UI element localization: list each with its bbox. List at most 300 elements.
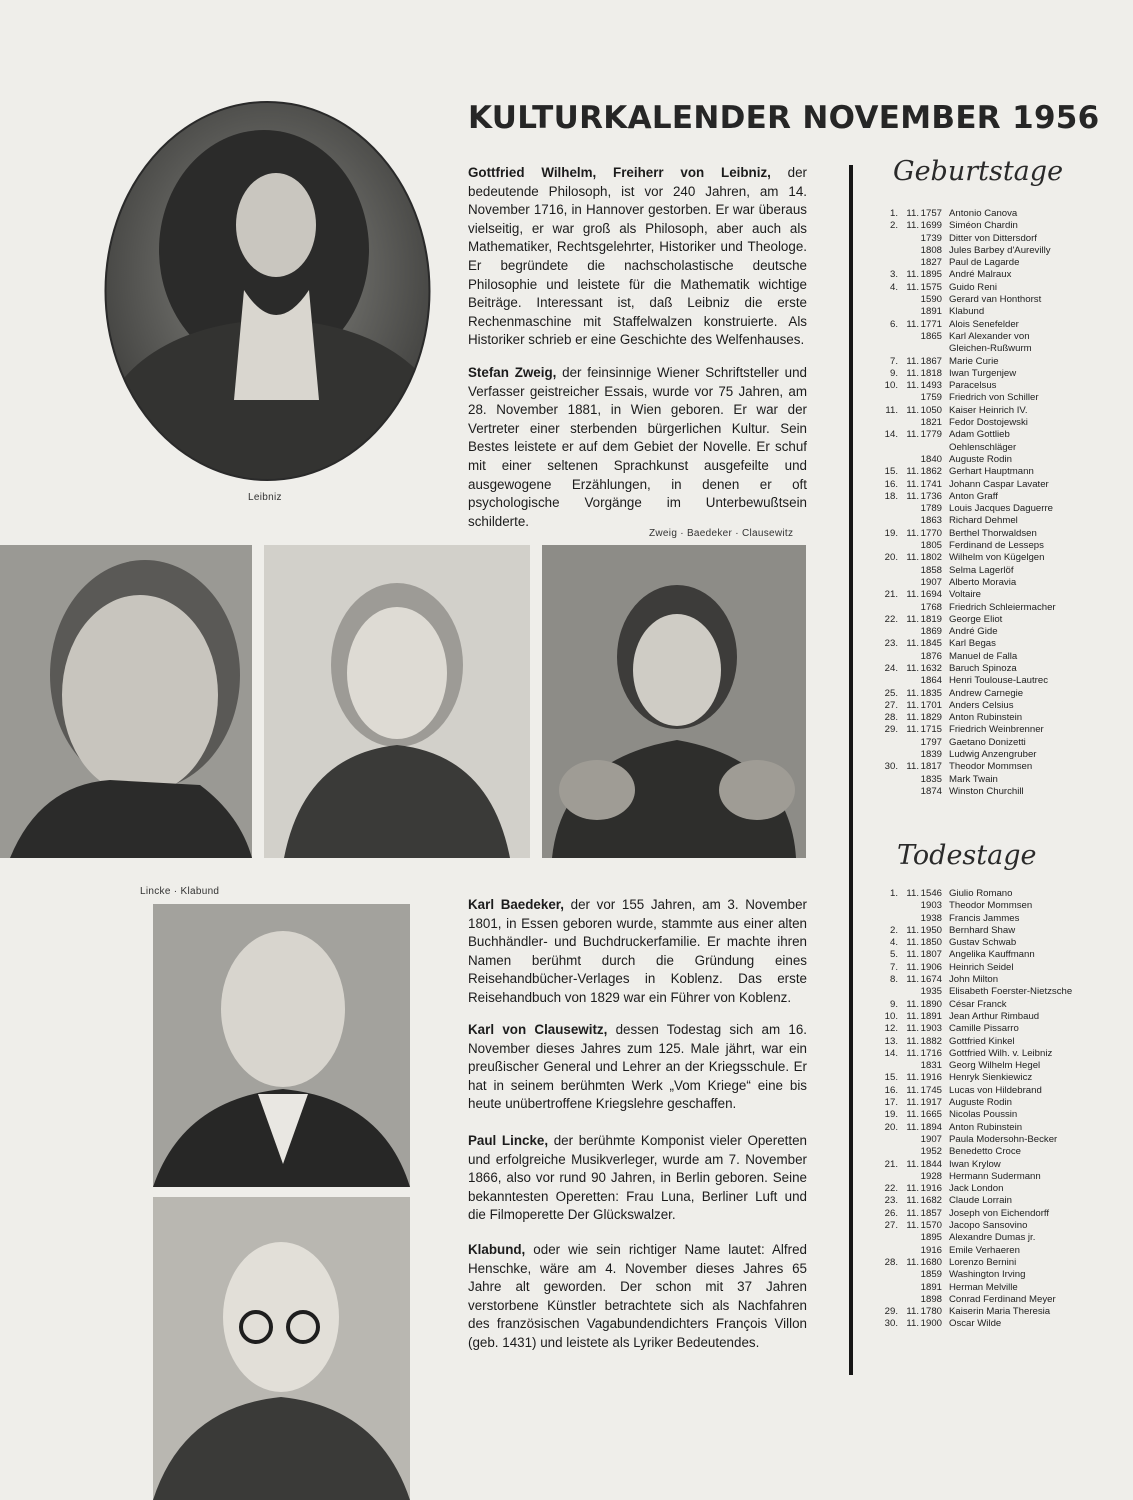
entry-month: 11. [906, 208, 919, 219]
entry-day [880, 737, 898, 749]
entry-year: 1895 [920, 1232, 942, 1244]
article-lincke-text: der berühmte Komponist vieler Operetten und erfolgreiche Musikverleger, wurde am 7. November 1866, also vor rund 90 Jahren, in Berlin geboren. Seine bekanntesten Operetten: Frau Luna, Berliner Luft und die Filmoperette Der Glückswalzer. [468, 1133, 808, 1223]
entry-month: 11. [906, 724, 919, 736]
entry-day: 24. [884, 662, 898, 674]
entry-year: 1850 [920, 937, 942, 949]
entry-year: 1570 [920, 1220, 942, 1232]
entry-day: 15. [884, 466, 898, 478]
entry-month: 11. [906, 937, 919, 949]
calendar-entry [880, 1011, 1130, 1023]
page-title: KULTURKALENDER NOVEMBER 1956 [468, 100, 1100, 136]
calendar-entry [880, 577, 1130, 589]
entry-name: Siméon Chardin [949, 220, 1018, 232]
entry-year: 1590 [920, 294, 942, 306]
entry-name: Mark Twain [949, 773, 998, 785]
entry-year: 1745 [920, 1084, 942, 1096]
entry-month: 11. [906, 355, 919, 367]
entry-year: 1050 [920, 404, 942, 416]
entry-name: Claude Lorrain [949, 1195, 1012, 1207]
entry-name: Baruch Spinoza [949, 662, 1017, 674]
calendar-entry [880, 737, 1130, 749]
entry-year: 1869 [920, 626, 942, 638]
entry-name: Ferdinand de Lesseps [949, 540, 1044, 552]
entry-day [880, 1134, 898, 1146]
entry-day [880, 454, 898, 466]
entry-month [898, 786, 919, 798]
article-baedeker-name: Karl Baedeker, [468, 897, 564, 912]
entry-name: Gerhart Hauptmann [949, 466, 1034, 478]
entry-day: 28. [884, 1256, 898, 1268]
calendar-entry [880, 1159, 1130, 1171]
calendar-entry [880, 380, 1130, 392]
entry-name: Jean Arthur Rimbaud [949, 1010, 1040, 1022]
entry-month [898, 306, 919, 318]
calendar-entry [880, 1257, 1130, 1269]
article-baedeker-text: der vor 155 Jahren, am 3. November 1801, in Essen geboren wurde, stammte aus einer alten Buchhändler- und Buchdruckerfamilie. Er machte ihren Namen berühmt durch die Gründung eines Reisehandbücher-Verlages in Koblenz. Das erste Reisehandbuch von 1829 war ein Führer von Koblenz. [468, 897, 807, 1005]
entry-month [898, 257, 919, 269]
calendar-entry [880, 392, 1130, 404]
entry-year: 1935 [920, 986, 942, 998]
entry-day: 8. [889, 974, 898, 986]
calendar-entry [880, 937, 1130, 949]
entry-name: Oehlenschläger [949, 441, 1017, 453]
calendar-entry [880, 1048, 1130, 1060]
entry-year: 1575 [920, 281, 942, 293]
entry-year: 1674 [920, 974, 942, 986]
entry-month: 11. [906, 924, 919, 936]
entry-name: Karl Alexander von [949, 330, 1030, 342]
entry-day: 7. [889, 961, 898, 973]
entry-month: 11. [906, 949, 919, 961]
entry-name: Lorenzo Bernini [949, 1256, 1017, 1268]
entry-name: Manuel de Falla [949, 650, 1018, 662]
entry-name: Henryk Sienkiewicz [949, 1072, 1033, 1084]
entry-day: 15. [884, 1072, 898, 1084]
entry-year: 1863 [920, 515, 942, 527]
entry-day [880, 1245, 898, 1257]
entry-month [898, 442, 919, 454]
entry-year: 1694 [920, 589, 942, 601]
entry-month [898, 245, 919, 257]
entry-month [898, 503, 919, 515]
entry-month: 11. [906, 1183, 919, 1195]
lincke-group-caption: Lincke · Klabund [140, 886, 220, 897]
calendar-entry [880, 331, 1130, 343]
entry-year: 1680 [920, 1256, 942, 1268]
entry-year: 1546 [920, 888, 942, 899]
calendar-entry [880, 1134, 1130, 1146]
calendar-entry [880, 466, 1130, 478]
entry-name: Paracelsus [949, 380, 997, 392]
calendar-entry [880, 638, 1130, 650]
entry-year: 1865 [920, 330, 942, 342]
birthdays-list [880, 208, 1130, 798]
entry-name: Friedrich Schleiermacher [949, 601, 1056, 613]
entry-day: 23. [884, 638, 898, 650]
entry-year: 1916 [920, 1072, 942, 1084]
entry-day [880, 1269, 898, 1281]
calendar-entry [880, 986, 1130, 998]
calendar-entry [880, 257, 1130, 269]
entry-name: Adam Gottlieb [949, 429, 1010, 441]
entry-month [898, 1171, 919, 1183]
calendar-entry [880, 700, 1130, 712]
entry-year: 1859 [920, 1269, 942, 1281]
entry-day [880, 503, 898, 515]
entry-day [880, 913, 898, 925]
entry-year [919, 343, 942, 355]
entry-month: 11. [906, 527, 919, 539]
calendar-entry [880, 1036, 1130, 1048]
entry-day: 4. [889, 937, 898, 949]
entry-name: Jules Barbey d'Aurevilly [949, 244, 1051, 256]
entry-year: 1797 [920, 736, 942, 748]
entry-year: 1818 [920, 367, 942, 379]
entry-day: 22. [884, 613, 898, 625]
calendar-entry [880, 319, 1130, 331]
article-klabund [468, 1241, 807, 1353]
calendar-entry [880, 1060, 1130, 1072]
entry-name: Antonio Canova [949, 208, 1018, 219]
article-zweig-text: der feinsinnige Wiener Schriftsteller und Verfasser geistreicher Essais, wurde vor 75 Jahren, am 28. November 1881, in Wien geboren. Er war der Vertreter einer sterbenden bürgerlichen Kultur. Sein Bestes leistete er auf dem Gebiet der Novelle. Er schuf mit einer seltenen Sprachkunst ausgefeilte und ausgewogene Erzählungen, in denen er oft psychologische Vorgänge im Unterbewußtsein schilderte. [468, 365, 807, 529]
calendar-entry [880, 688, 1130, 700]
calendar-entry [880, 540, 1130, 552]
entry-day [880, 986, 898, 998]
entry-month: 11. [906, 1207, 919, 1219]
entry-day: 12. [884, 1023, 898, 1035]
calendar-entry [880, 479, 1130, 491]
entry-name: Iwan Turgenjew [949, 367, 1017, 379]
entry-year: 1844 [920, 1158, 942, 1170]
entry-day: 25. [884, 687, 898, 699]
entry-month [898, 900, 919, 912]
article-zweig-name: Stefan Zweig, [468, 365, 557, 380]
entry-name: Auguste Rodin [949, 453, 1012, 465]
calendar-entry [880, 1171, 1130, 1183]
entry-day: 2. [889, 220, 898, 232]
calendar-entry [880, 417, 1130, 429]
article-leibniz-name: Gottfried Wilhelm, Freiherr von Leibniz, [468, 165, 771, 180]
entry-month: 11. [906, 1318, 919, 1330]
calendar-entry [880, 626, 1130, 638]
entry-month: 11. [906, 699, 919, 711]
entry-day [880, 515, 898, 527]
birthdays-heading: Geburtstage [893, 156, 1064, 187]
entry-day [880, 331, 898, 343]
entry-day [880, 774, 898, 786]
entry-name: Ludwig Anzengruber [949, 749, 1037, 761]
entry-day: 4. [889, 281, 898, 293]
entry-year: 1759 [920, 392, 942, 404]
leibniz-caption: Leibniz [248, 492, 282, 503]
calendar-entry [880, 503, 1130, 515]
entry-name: Heinrich Seidel [949, 961, 1014, 973]
calendar-entry [880, 491, 1130, 503]
deathdays-heading: Todestage [897, 840, 1037, 871]
entry-name: Selma Lagerlöf [949, 564, 1014, 576]
entry-day [880, 1232, 898, 1244]
entry-year: 1802 [920, 552, 942, 564]
calendar-entry [880, 565, 1130, 577]
entry-year: 1768 [920, 601, 942, 613]
entry-name: Voltaire [949, 589, 981, 601]
entry-name: Giulio Romano [949, 888, 1013, 899]
entry-year: 1840 [920, 453, 942, 465]
baedeker-photo [264, 545, 530, 858]
calendar-entry [880, 1232, 1130, 1244]
entry-day: 13. [884, 1035, 898, 1047]
entry-name: Fedor Dostojewski [949, 417, 1028, 429]
entry-day: 1. [889, 888, 898, 899]
entry-day: 7. [889, 355, 898, 367]
zweig-group-caption: Zweig · Baedeker · Clausewitz [649, 528, 794, 539]
entry-day: 19. [884, 1109, 898, 1121]
entry-year: 1817 [920, 761, 942, 773]
entry-year: 1890 [920, 998, 942, 1010]
calendar-entry [880, 1318, 1130, 1330]
entry-year: 1839 [920, 749, 942, 761]
entry-day: 23. [884, 1195, 898, 1207]
entry-month: 11. [906, 1121, 919, 1133]
entry-month [898, 1245, 919, 1257]
entry-year: 1493 [920, 380, 942, 392]
entry-year: 1805 [920, 540, 942, 552]
entry-name: George Eliot [949, 613, 1003, 625]
calendar-entry [880, 442, 1130, 454]
calendar-entry [880, 949, 1130, 961]
entry-day: 10. [884, 380, 898, 392]
entry-day [880, 294, 898, 306]
entry-day: 20. [884, 1121, 898, 1133]
entry-month [898, 602, 919, 614]
calendar-entry [880, 1109, 1130, 1121]
entry-year: 1917 [920, 1097, 942, 1109]
calendar-entry [880, 208, 1130, 220]
calendar-entry [880, 356, 1130, 368]
entry-month [898, 913, 919, 925]
entry-month [898, 343, 919, 355]
entry-year: 1665 [920, 1109, 942, 1121]
clausewitz-photo [542, 545, 806, 858]
entry-day: 6. [889, 318, 898, 330]
entry-day: 21. [884, 589, 898, 601]
entry-name: Alois Senefelder [949, 318, 1019, 330]
entry-year: 1682 [920, 1195, 942, 1207]
calendar-entry [880, 999, 1130, 1011]
entry-year: 1821 [920, 417, 942, 429]
entry-day: 29. [884, 1306, 898, 1318]
entry-name: Paul de Lagarde [949, 257, 1020, 269]
entry-month: 11. [906, 429, 919, 441]
entry-day: 27. [884, 699, 898, 711]
entry-month: 11. [906, 1158, 919, 1170]
entry-year: 1938 [920, 912, 942, 924]
entry-name: Lucas von Hildebrand [949, 1084, 1042, 1096]
entry-year: 1771 [920, 318, 942, 330]
entry-year: 1898 [920, 1293, 942, 1305]
entry-month [898, 626, 919, 638]
entry-day: 22. [884, 1183, 898, 1195]
entry-month: 11. [906, 998, 919, 1010]
entry-month [898, 417, 919, 429]
entry-month [898, 1232, 919, 1244]
calendar-entry [880, 614, 1130, 626]
entry-month: 11. [906, 490, 919, 502]
article-clausewitz [468, 1021, 807, 1114]
entry-name: Karl Begas [949, 638, 996, 650]
entry-name: Bernhard Shaw [949, 924, 1016, 936]
entry-month [898, 331, 919, 343]
entry-name: Kaiser Heinrich IV. [949, 404, 1028, 416]
entry-day: 30. [884, 1318, 898, 1330]
article-baedeker [468, 896, 807, 1008]
calendar-entry [880, 220, 1130, 232]
entry-month [898, 1294, 919, 1306]
calendar-entry [880, 1294, 1130, 1306]
entry-day [880, 1060, 898, 1072]
entry-name: Alexandre Dumas jr. [949, 1232, 1036, 1244]
calendar-entry [880, 405, 1130, 417]
entry-year: 1741 [920, 478, 942, 490]
entry-month: 11. [906, 1084, 919, 1096]
entry-year: 1715 [920, 724, 942, 736]
entry-month: 11. [906, 1097, 919, 1109]
entry-name: Anton Graff [949, 490, 998, 502]
entry-name: Conrad Ferdinand Meyer [949, 1293, 1056, 1305]
entry-year: 1891 [920, 1010, 942, 1022]
article-leibniz-text: der bedeutende Philosoph, ist vor 240 Jahren, am 14. November 1716, in Hannover gestorben. Er war überaus vielseitig, er war groß als Philosoph, aber auch als Mathematiker, Rechtsgelehrter, Historiker und Theologe. Er begründete die nachscholastische deutsche Philosophie und leistete für die Mathematik wichtige Beiträge. Interessant ist, daß Leibniz die erste Rechenmaschine mit Staffelwalzen konstruierte. Als Historiker schrieb er eine Geschichte des Welfenhauses. [468, 165, 807, 348]
entry-name: André Malraux [949, 269, 1012, 281]
calendar-entry [880, 233, 1130, 245]
entry-month [898, 1269, 919, 1281]
column-divider [849, 165, 853, 1375]
entry-name: Klabund [949, 306, 985, 318]
entry-year: 1857 [920, 1207, 942, 1219]
entry-month [898, 1060, 919, 1072]
entry-year: 1876 [920, 650, 942, 662]
entry-day: 5. [889, 949, 898, 961]
zweig-photo [0, 545, 252, 858]
entry-month: 11. [906, 1023, 919, 1035]
entry-day [880, 577, 898, 589]
entry-name: Georg Wilhelm Hegel [949, 1060, 1041, 1072]
entry-year: 1952 [920, 1146, 942, 1158]
entry-year: 1827 [920, 257, 942, 269]
entry-day [880, 900, 898, 912]
entry-day: 18. [884, 490, 898, 502]
calendar-entry [880, 552, 1130, 564]
entry-name: Friedrich Weinbrenner [949, 724, 1044, 736]
calendar-entry [880, 245, 1130, 257]
entry-day: 1. [889, 208, 898, 219]
entry-day: 29. [884, 724, 898, 736]
entry-day: 9. [889, 367, 898, 379]
entry-name: Nicolas Poussin [949, 1109, 1018, 1121]
entry-name: Andrew Carnegie [949, 687, 1024, 699]
entry-name: Jacopo Sansovino [949, 1220, 1028, 1232]
entry-name: Benedetto Croce [949, 1146, 1021, 1158]
calendar-entry [880, 1085, 1130, 1097]
calendar-entry [880, 774, 1130, 786]
entry-year: 1757 [920, 208, 942, 219]
entry-month: 11. [906, 404, 919, 416]
entry-month [898, 737, 919, 749]
entry-name: Washington Irving [949, 1269, 1026, 1281]
entry-month: 11. [906, 589, 919, 601]
calendar-entry [880, 454, 1130, 466]
entry-year: 1835 [920, 773, 942, 785]
entry-year: 1895 [920, 269, 942, 281]
entry-month [898, 392, 919, 404]
entry-year: 1831 [920, 1060, 942, 1072]
article-zweig [468, 364, 807, 531]
entry-month: 11. [906, 318, 919, 330]
calendar-entry [880, 761, 1130, 773]
entry-name: Guido Reni [949, 281, 997, 293]
entry-month: 11. [906, 478, 919, 490]
entry-month: 11. [906, 1306, 919, 1318]
entry-month: 11. [906, 269, 919, 281]
article-clausewitz-text: dessen Todestag sich am 16. November dieses Jahres zum 125. Male jährt, war ein preußischer General und Lehrer an der Kriegsschule. Er hat in seinem berühmten Werk „Vom Kriege“ eine bis heute unübertroffene Kriegslehre geschaffen. [468, 1022, 807, 1112]
calendar-entry [880, 925, 1130, 937]
entry-month [898, 294, 919, 306]
entry-month: 11. [906, 888, 919, 899]
calendar-entry [880, 1072, 1130, 1084]
entry-month: 11. [906, 1256, 919, 1268]
entry-month [898, 774, 919, 786]
entry-name: Auguste Rodin [949, 1097, 1012, 1109]
entry-year: 1903 [920, 1023, 942, 1035]
entry-year: 1916 [920, 1244, 942, 1256]
entry-day [880, 651, 898, 663]
entry-day [880, 245, 898, 257]
entry-name: Herman Melville [949, 1281, 1018, 1293]
calendar-entry [880, 1122, 1130, 1134]
entry-name: Louis Jacques Daguerre [949, 503, 1053, 515]
entry-name: Francis Jammes [949, 912, 1020, 924]
calendar-entry [880, 749, 1130, 761]
entry-name: Winston Churchill [949, 785, 1024, 797]
entry-month [898, 1146, 919, 1158]
entry-day: 19. [884, 527, 898, 539]
calendar-entry [880, 888, 1130, 900]
entry-name: Hermann Sudermann [949, 1170, 1041, 1182]
entry-day [880, 442, 898, 454]
entry-month [898, 577, 919, 589]
article-lincke [468, 1132, 807, 1225]
entry-month: 11. [906, 761, 919, 773]
entry-day [880, 1146, 898, 1158]
deathdays-list [880, 888, 1130, 1331]
entry-year: 1900 [920, 1318, 942, 1330]
entry-year: 1907 [920, 576, 942, 588]
entry-name: Camille Pissarro [949, 1023, 1019, 1035]
entry-name: André Gide [949, 626, 998, 638]
entry-day: 14. [884, 1047, 898, 1059]
calendar-entry [880, 1220, 1130, 1232]
entry-day: 2. [889, 924, 898, 936]
entry-day [880, 749, 898, 761]
entry-year: 1916 [920, 1183, 942, 1195]
entry-name: Iwan Krylow [949, 1158, 1001, 1170]
entry-day: 17. [884, 1097, 898, 1109]
calendar-entry [880, 786, 1130, 798]
entry-day [880, 1294, 898, 1306]
entry-month: 11. [906, 662, 919, 674]
calendar-entry [880, 1097, 1130, 1109]
entry-day: 10. [884, 1010, 898, 1022]
entry-year: 1907 [920, 1133, 942, 1145]
